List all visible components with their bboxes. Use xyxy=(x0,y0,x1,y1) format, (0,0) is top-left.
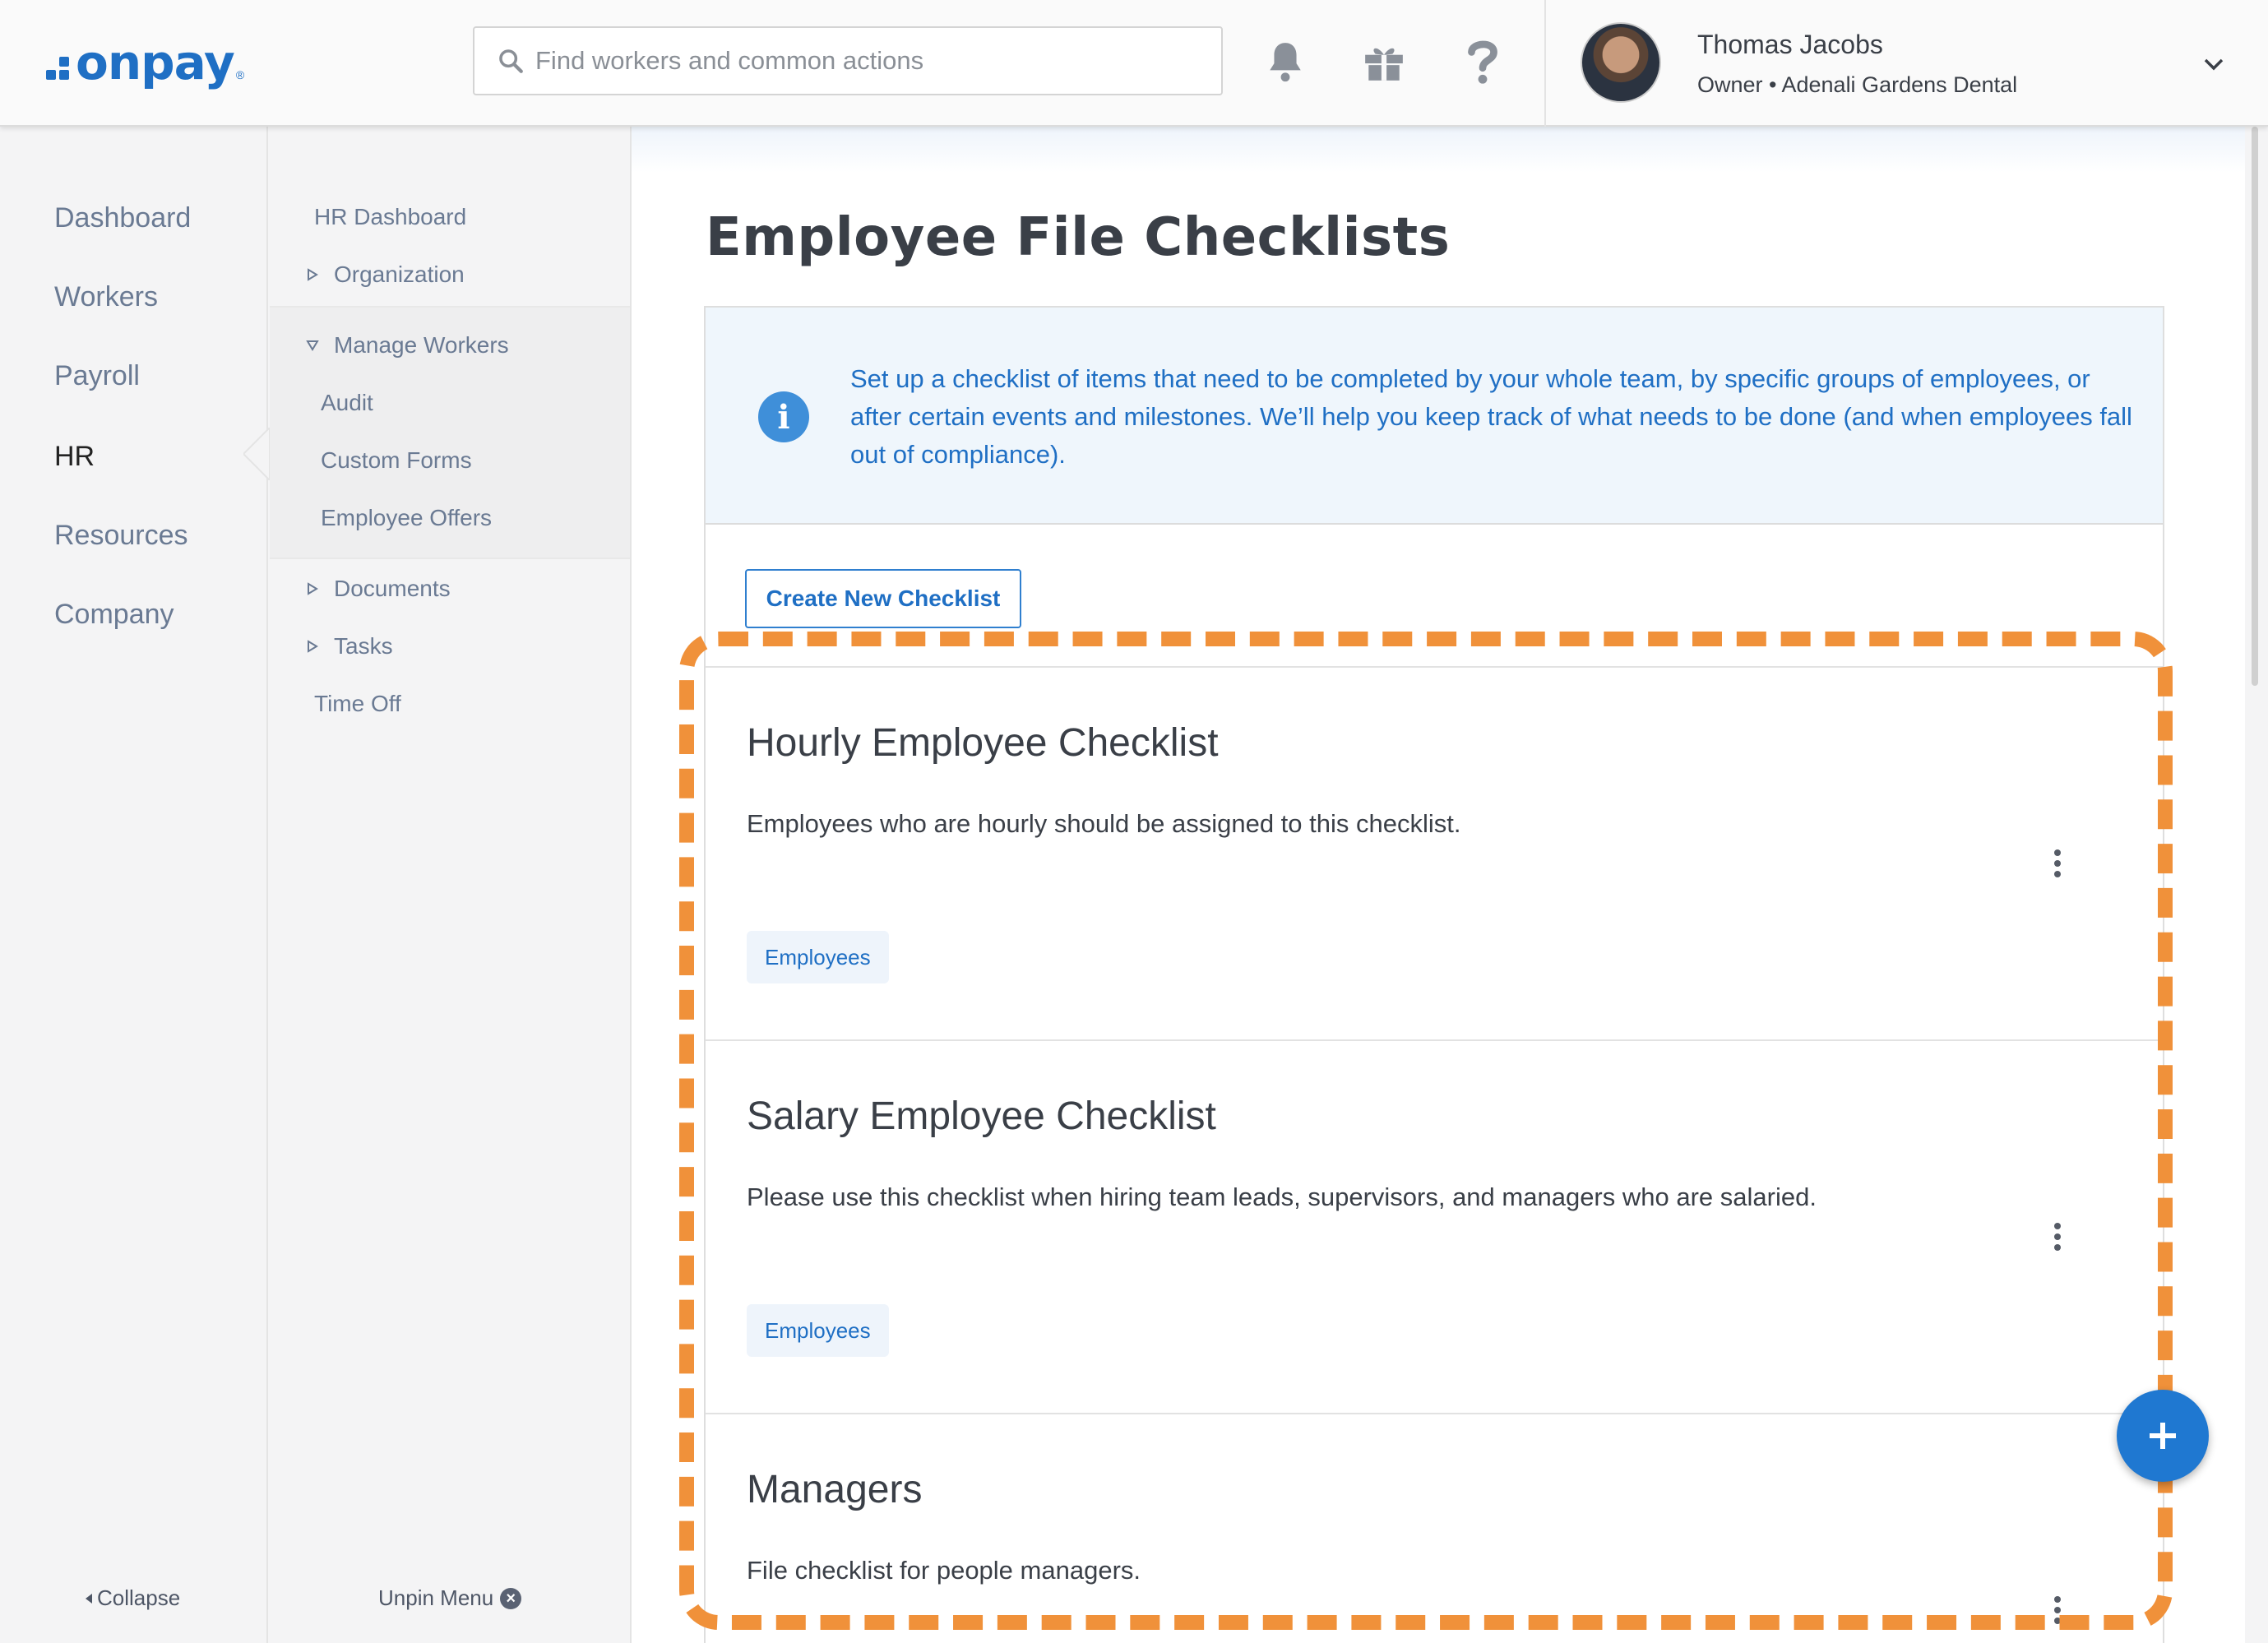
user-avatar[interactable] xyxy=(1581,22,1661,103)
subnav-label: Audit xyxy=(321,390,373,415)
subnav-label: Manage Workers xyxy=(334,332,509,358)
logo-mark xyxy=(46,57,69,80)
checklist-tag: Employees xyxy=(747,1304,889,1357)
hr-subnav xyxy=(270,127,632,1643)
checklist-description: File checklist for people managers. xyxy=(747,1556,1141,1585)
subnav-item-hr-dashboard[interactable] xyxy=(314,204,466,230)
unpin-menu-button[interactable] xyxy=(378,1585,521,1611)
subnav-item-time-off[interactable] xyxy=(314,691,401,717)
onpay-logo[interactable] xyxy=(46,30,244,95)
checklists-panel xyxy=(704,306,2164,1643)
subnav-label: Organization xyxy=(334,261,465,287)
help-icon[interactable] xyxy=(1454,33,1511,90)
checklist-title[interactable]: Managers xyxy=(747,1468,923,1511)
subnav-item-organization[interactable] xyxy=(304,261,465,288)
checklist-description: Please use this checklist when hiring team leads, supervisors, and managers who are salaried. xyxy=(747,1182,1817,1211)
more-vertical-icon[interactable] xyxy=(2041,1212,2074,1261)
gift-icon[interactable] xyxy=(1355,33,1413,90)
chevron-left-icon xyxy=(84,1592,94,1605)
create-new-checklist-button[interactable]: Create New Checklist xyxy=(745,569,1021,628)
sidebar-item-resources[interactable]: Resources xyxy=(54,520,188,551)
subnav-label: Documents xyxy=(334,576,451,601)
logo-text: onpay xyxy=(76,35,234,90)
plus-icon xyxy=(2146,1419,2179,1452)
logo-registered-mark: ® xyxy=(235,68,245,81)
active-caret-icon xyxy=(243,428,270,480)
search-input[interactable] xyxy=(535,46,1210,76)
collapse-button[interactable] xyxy=(84,1585,180,1611)
checklist-card[interactable] xyxy=(706,666,2163,1039)
user-name[interactable]: Thomas Jacobs xyxy=(1697,30,1883,59)
search-icon xyxy=(486,26,535,95)
page-title: Employee File Checklists xyxy=(706,207,1451,268)
checklist-tag: Employees xyxy=(747,931,889,983)
main-sidebar xyxy=(0,127,268,1643)
checklist-description: Employees who are hourly should be assigned to this checklist. xyxy=(747,809,1461,838)
top-shade xyxy=(632,127,2245,173)
main-content xyxy=(632,127,2245,1643)
subnav-label: Custom Forms xyxy=(321,447,472,473)
more-vertical-icon[interactable] xyxy=(2041,1585,2074,1635)
sidebar-item-payroll[interactable]: Payroll xyxy=(54,360,140,391)
info-icon: i xyxy=(758,391,809,442)
top-bar xyxy=(0,0,2268,127)
subnav-item-audit[interactable] xyxy=(321,390,373,416)
sidebar-item-workers[interactable]: Workers xyxy=(54,281,158,312)
info-banner xyxy=(706,308,2163,525)
user-role: Owner • Adenali Gardens Dental xyxy=(1697,72,2018,97)
triangle-right-icon xyxy=(304,581,321,597)
subnav-item-manage-workers[interactable] xyxy=(304,332,509,359)
checklist-card[interactable] xyxy=(706,1039,2163,1413)
subnav-item-documents[interactable] xyxy=(304,576,451,602)
more-vertical-icon[interactable] xyxy=(2041,839,2074,888)
info-text: Set up a checklist of items that need to be completed by your whole team, by specific groups of employees, or after certain events and milestones. We’ll help you keep track of what needs to be done (and when employees fall out of compliance). xyxy=(850,364,2132,469)
collapse-label: Collapse xyxy=(97,1585,181,1610)
sidebar-item-hr[interactable]: HR xyxy=(54,441,95,472)
subnav-item-custom-forms[interactable] xyxy=(321,447,472,474)
subnav-label: Employee Offers xyxy=(321,505,493,530)
add-fab-button[interactable] xyxy=(2117,1390,2209,1482)
sidebar-item-company[interactable]: Company xyxy=(54,599,174,630)
checklist-title[interactable]: Hourly Employee Checklist xyxy=(747,721,1219,765)
subnav-item-tasks[interactable] xyxy=(304,633,393,660)
unpin-label: Unpin Menu xyxy=(378,1585,494,1610)
triangle-right-icon xyxy=(304,266,321,283)
page-scrollbar[interactable] xyxy=(2252,127,2258,686)
subnav-label: Tasks xyxy=(334,633,393,659)
subnav-label: HR Dashboard xyxy=(314,204,467,229)
header-divider xyxy=(1544,0,1546,127)
triangle-right-icon xyxy=(304,638,321,655)
subnav-label: Time Off xyxy=(314,691,401,716)
subnav-item-employee-offers[interactable] xyxy=(321,505,492,531)
chevron-down-icon[interactable] xyxy=(2197,48,2230,81)
checklist-title[interactable]: Salary Employee Checklist xyxy=(747,1095,1216,1138)
close-circle-icon: × xyxy=(500,1588,521,1609)
triangle-down-icon xyxy=(304,337,321,354)
checklist-card[interactable] xyxy=(706,1413,2163,1643)
search-box[interactable] xyxy=(473,26,1223,95)
bell-icon[interactable] xyxy=(1257,33,1314,90)
sidebar-item-dashboard[interactable]: Dashboard xyxy=(54,202,192,234)
